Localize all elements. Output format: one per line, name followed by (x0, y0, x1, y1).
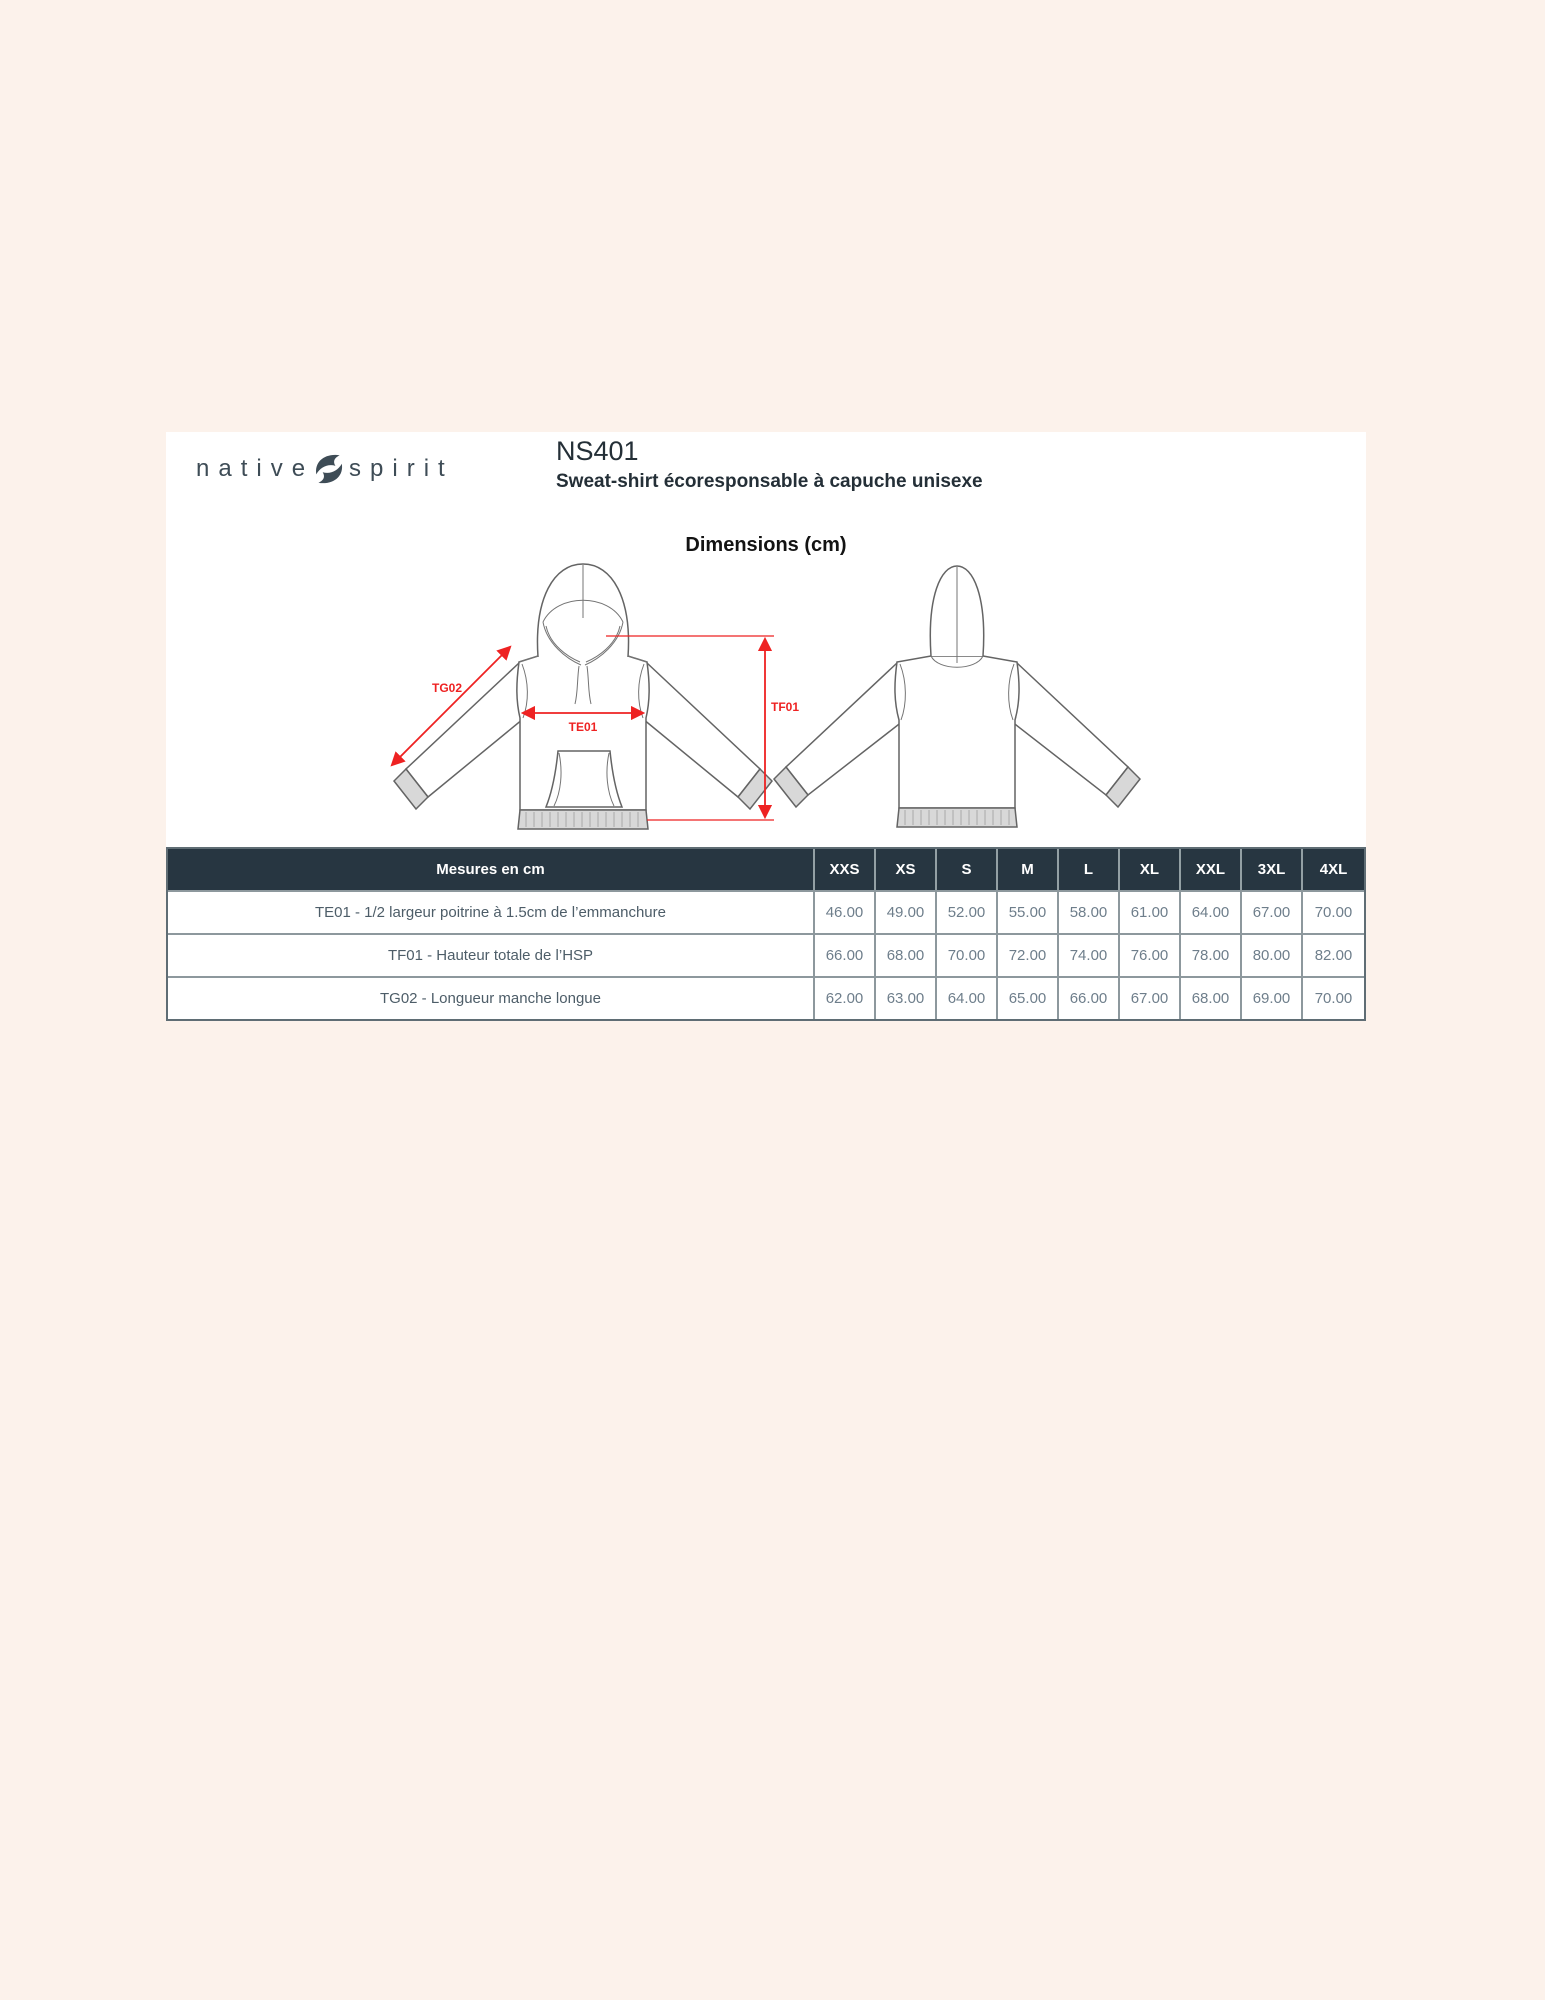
measure-value: 70.00 (1303, 890, 1364, 933)
measure-value: 69.00 (1242, 976, 1303, 1019)
size-column-header: XS (876, 849, 937, 890)
table-row (168, 890, 1364, 933)
size-column-header: XL (1120, 849, 1181, 890)
measures-header-cell: Mesures en cm (168, 849, 815, 890)
measure-value: 68.00 (876, 933, 937, 976)
measure-value: 68.00 (1181, 976, 1242, 1019)
product-sheet-card (166, 432, 1366, 1019)
measure-value: 64.00 (1181, 890, 1242, 933)
measure-value: 70.00 (937, 933, 998, 976)
measure-value: 67.00 (1242, 890, 1303, 933)
brand-word-native: native (196, 455, 315, 482)
size-column-header: XXL (1181, 849, 1242, 890)
measure-value: 49.00 (876, 890, 937, 933)
product-titles (556, 436, 983, 493)
brand-word-spirit: spirit (349, 455, 454, 482)
measure-value: 62.00 (815, 976, 876, 1019)
size-column-header: L (1059, 849, 1120, 890)
measure-value: 55.00 (998, 890, 1059, 933)
tg02-label: TG02 (431, 681, 463, 695)
size-column-header: 4XL (1319, 861, 1348, 878)
size-column-header: XXS (815, 849, 876, 890)
table-row (168, 933, 1364, 976)
tf01-label: TF01 (771, 700, 800, 714)
hoodie-back-view (774, 566, 1140, 827)
measure-value: 63.00 (876, 976, 937, 1019)
te01-label: TE01 (568, 720, 598, 734)
size-table-body (168, 890, 1364, 1019)
hoodie-dimension-diagram (166, 556, 1366, 848)
dimensions-heading: Dimensions (cm) (685, 534, 847, 556)
measure-label: TE01 - 1/2 largeur poitrine à 1.5cm de l’emmanchure (168, 890, 815, 933)
measure-value: 65.00 (998, 976, 1059, 1019)
measure-label: TF01 - Hauteur totale de l’HSP (168, 933, 815, 976)
measure-value: 66.00 (1059, 976, 1120, 1019)
size-column-header: S (937, 849, 998, 890)
measure-value: 58.00 (1059, 890, 1120, 933)
product-code: NS401 (556, 436, 639, 466)
measure-value: 67.00 (1120, 976, 1181, 1019)
measure-value: 61.00 (1120, 890, 1181, 933)
native-spirit-swoosh-icon (311, 452, 345, 486)
size-table (166, 847, 1366, 1021)
measure-value: 76.00 (1120, 933, 1181, 976)
measure-value: 70.00 (1303, 976, 1364, 1019)
size-column-header: M (998, 849, 1059, 890)
product-name: Sweat-shirt écoresponsable à capuche unisexe (556, 471, 983, 492)
measure-value: 66.00 (815, 933, 876, 976)
measure-value: 78.00 (1181, 933, 1242, 976)
measure-value: 64.00 (937, 976, 998, 1019)
measure-value: 74.00 (1059, 933, 1120, 976)
hoodie-front-view (394, 564, 772, 829)
measure-value: 82.00 (1303, 933, 1364, 976)
measure-label: TG02 - Longueur manche longue (168, 976, 815, 1019)
measure-value: 72.00 (998, 933, 1059, 976)
measure-value: 80.00 (1242, 933, 1303, 976)
brand-logo (196, 452, 454, 486)
measure-value: 52.00 (937, 890, 998, 933)
size-column-header: 3XL (1242, 849, 1303, 890)
table-row (168, 976, 1364, 1019)
size-table-header-row (168, 849, 1364, 890)
measure-value: 46.00 (815, 890, 876, 933)
